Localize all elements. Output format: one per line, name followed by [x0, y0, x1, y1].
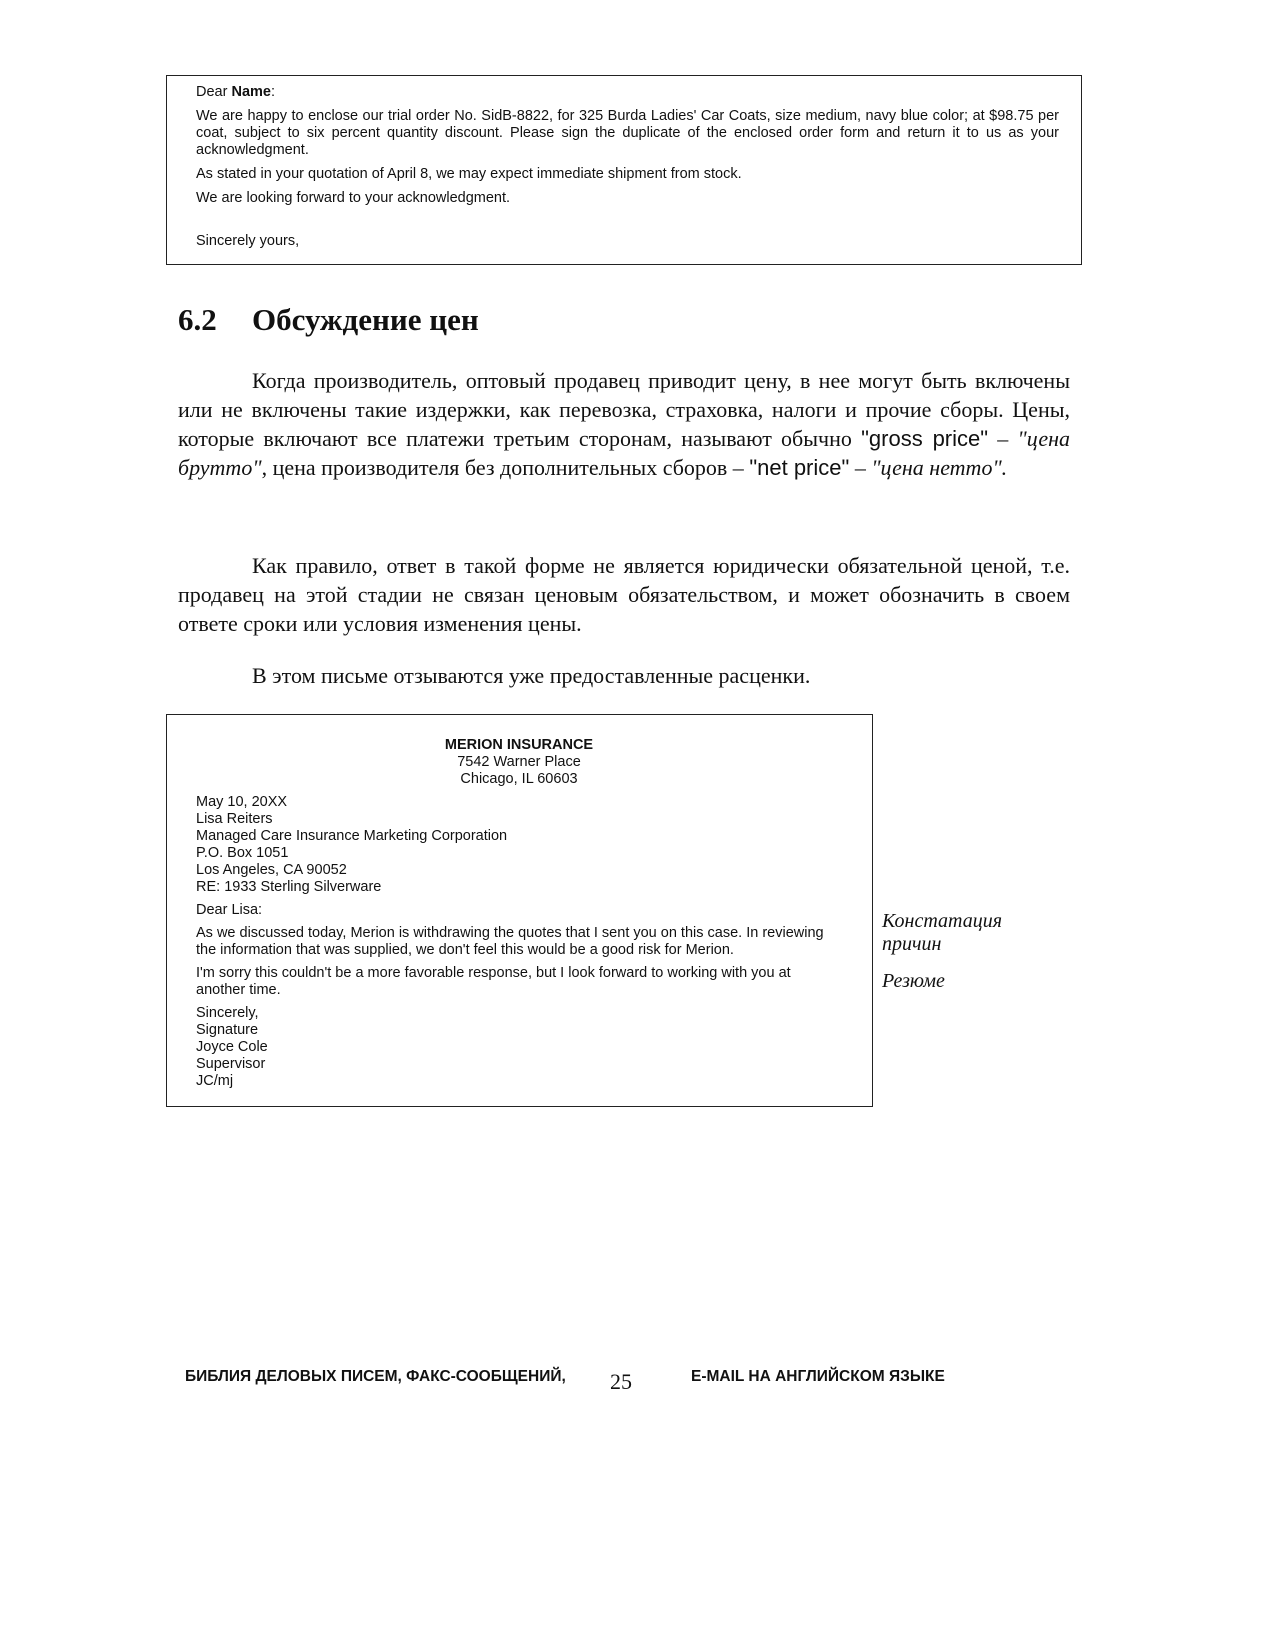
letter2-body-2: I'm sorry this couldn't be a more favorable response, but I look forward to working with you at another time.	[196, 965, 791, 998]
insurance-letter-box	[166, 714, 873, 1107]
paragraph-prices-text-b: , цена производителя без дополнительных сборов –	[261, 455, 750, 480]
paragraph-prices	[178, 366, 1070, 482]
letter1-salutation	[196, 84, 1059, 101]
paragraph-prices-text-a: Когда производитель, оптовый продавец приводит цену, в нее могут быть включены или не включены такие издержки, как перевозка, страховка, налоги и прочие сборы. Цены, которые включают все платежи третьим сторонам, называют обычно	[178, 368, 1070, 451]
letter1-closing: Sincerely yours,	[196, 233, 300, 249]
letter1-para-3: We are looking forward to your acknowledgment.	[196, 190, 511, 206]
reference-line: RE: 1933 Sterling Silverware	[196, 879, 382, 895]
paragraph-letter-intro: В этом письме отзываются уже предоставленные расценки.	[252, 663, 811, 688]
letter-date: May 10, 20XX	[196, 794, 288, 810]
signer-name: Joyce Cole	[196, 1039, 268, 1055]
recipient-block	[196, 794, 842, 896]
term-net-price-ru: "цена нетто".	[871, 455, 1008, 480]
letter1-para-1: We are happy to enclose our trial order No. SidB-8822, for 325 Burda Ladies' Car Coats, size medium, navy blue color; at $98.75 per coat, subject to six percent quantity discount. Please sign the duplicate of the enclosed order form and return it to us as your acknowledgment.	[196, 108, 1059, 158]
dash-1: –	[988, 426, 1018, 451]
recipient-company: Managed Care Insurance Marketing Corporation	[196, 828, 508, 844]
section-number: 6.2	[178, 302, 217, 337]
page-number: 25	[610, 1369, 632, 1394]
letter2-salutation: Dear Lisa:	[196, 902, 263, 918]
recipient-city: Los Angeles, CA 90052	[196, 862, 347, 878]
initials: JC/mj	[196, 1073, 234, 1089]
recipient-name: Lisa Reiters	[196, 811, 273, 827]
company-name: MERION INSURANCE	[444, 737, 594, 753]
letter2-body-1: As we discussed today, Merion is withdrawing the quotes that I sent you on this case. In reviewing the information that was supplied, we don't feel this would be a good risk for Merion.	[196, 925, 824, 958]
signer-title: Supervisor	[196, 1056, 266, 1072]
order-letter-box	[166, 75, 1082, 265]
salutation-prefix: Dear	[196, 84, 232, 100]
margin-note-summary: Резюме	[882, 970, 945, 992]
term-gross-price-ru: "цена брутто"	[178, 426, 1070, 480]
paragraph-rule: Как правило, ответ в такой форме не является юридически обязательной ценой, т.е. продавец на этой стадии не связан ценовым обязательством, и может обозначить в своем ответе сроки или условия изменения цены.	[178, 553, 1070, 636]
recipient-po-box: P.O. Box 1051	[196, 845, 289, 861]
company-address-1: 7542 Warner Place	[457, 754, 581, 770]
term-gross-price: "gross price"	[861, 426, 989, 451]
company-address-2: Chicago, IL 60603	[460, 771, 578, 787]
letter1-para-2: As stated in your quotation of April 8, we may expect immediate shipment from stock.	[196, 166, 742, 182]
dash-2: –	[849, 455, 872, 480]
letterhead	[196, 737, 842, 788]
signature-block	[196, 1005, 842, 1090]
letter2-closing: Sincerely,	[196, 1005, 259, 1021]
term-net-price: "net price"	[749, 455, 850, 480]
footer-right: E-MAIL НА АНГЛИЙСКОМ ЯЗЫКЕ	[691, 1368, 945, 1385]
signature: Signature	[196, 1022, 259, 1038]
section-heading	[178, 302, 479, 338]
salutation-suffix: :	[270, 84, 275, 100]
section-title: Обсуждение цен	[252, 302, 479, 337]
margin-note-reasons: Констатация причин	[882, 910, 1002, 955]
footer-left: БИБЛИЯ ДЕЛОВЫХ ПИСЕМ, ФАКС-СООБЩЕНИЙ,	[185, 1368, 566, 1385]
salutation-name: Name	[231, 84, 271, 100]
